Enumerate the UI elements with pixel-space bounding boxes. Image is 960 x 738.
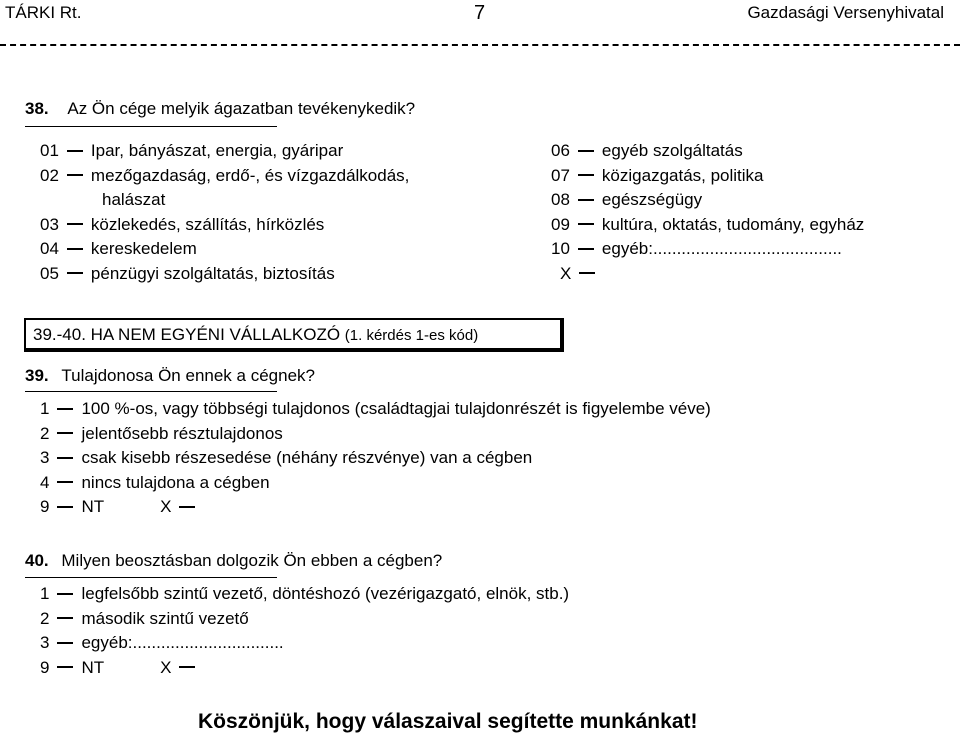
- page-number: 7: [474, 2, 486, 24]
- q38-option[interactable]: 03 közlekedés, szállítás, hírközlés: [40, 214, 325, 234]
- q38-option[interactable]: 05 pénzügyi szolgáltatás, biztosítás: [40, 263, 335, 283]
- q38-option[interactable]: 04 kereskedelem: [40, 239, 197, 258]
- q38-option-continuation: halászat: [102, 190, 166, 209]
- q39-option[interactable]: 1 100 %-os, vagy többségi tulajdonos (családtagjai tulajdonrészét is figyelembe véve): [40, 399, 711, 418]
- header-rule: [0, 44, 960, 46]
- filter-instruction: [33, 325, 478, 345]
- q38-option[interactable]: 01 Ipar, bányászat, energia, gyáripar: [40, 141, 344, 160]
- q38-right-options: [551, 139, 864, 286]
- q38-number: 38.: [25, 99, 49, 118]
- q40-underline: [25, 577, 277, 578]
- q39-text: Tulajdonosa Ön ennek a cégnek?: [61, 366, 315, 385]
- q38-text: Az Ön cége melyik ágazatban tevékenykedik?: [67, 99, 416, 118]
- q40-option[interactable]: 3 egyéb:................................: [40, 633, 284, 652]
- q39-options: [40, 397, 711, 520]
- header-right: Gazdasági Versenyhivatal: [747, 3, 944, 22]
- q38-option[interactable]: 07 közigazgatás, politika: [551, 165, 764, 185]
- q38-option[interactable]: 08 egészségügy: [551, 190, 703, 209]
- q40-option-nt[interactable]: 9 NT X: [40, 656, 569, 681]
- q39-option[interactable]: 4 nincs tulajdona a cégben: [40, 472, 270, 492]
- q39-number: 39.: [25, 366, 49, 385]
- q38-option[interactable]: 02 mezőgazdaság, erdő-, és vízgazdálkodás,: [40, 165, 410, 185]
- q38-underline: [25, 126, 277, 127]
- q40-text: Milyen beosztásban dolgozik Ön ebben a cégben?: [61, 551, 443, 570]
- q40-number: 40.: [25, 551, 49, 570]
- q39-option[interactable]: 2 jelentősebb résztulajdonos: [40, 423, 283, 443]
- closing-thanks: Köszönjük, hogy válaszaival segítette munkánkat!: [198, 710, 698, 733]
- q40-option[interactable]: 1 legfelsőbb szintű vezető, döntéshozó (vezérigazgató, elnök, stb.): [40, 584, 570, 603]
- q38-title: [25, 99, 415, 119]
- q38-option[interactable]: 06 egyéb szolgáltatás: [551, 141, 743, 160]
- q39-option-nt[interactable]: 9 NT X: [40, 495, 711, 520]
- q38-option-x[interactable]: X: [551, 262, 864, 287]
- q39-title: [25, 366, 315, 386]
- filter-text: 39.-40. HA NEM EGYÉNI VÁLLALKOZÓ: [33, 325, 341, 344]
- q40-option[interactable]: 2 második szintű vezető: [40, 608, 249, 628]
- header-left: TÁRKI Rt.: [5, 3, 82, 22]
- q38-left-options: [40, 139, 409, 286]
- q40-title: [25, 551, 442, 571]
- q39-underline: [25, 391, 277, 392]
- q39-option[interactable]: 3 csak kisebb részesedése (néhány részvénye) van a cégben: [40, 448, 533, 467]
- q40-options: [40, 582, 569, 680]
- q38-option[interactable]: 10 egyéb:........................................: [551, 239, 842, 258]
- q38-option[interactable]: 09 kultúra, oktatás, tudomány, egyház: [551, 214, 865, 234]
- filter-note: (1. kérdés 1-es kód): [344, 327, 479, 344]
